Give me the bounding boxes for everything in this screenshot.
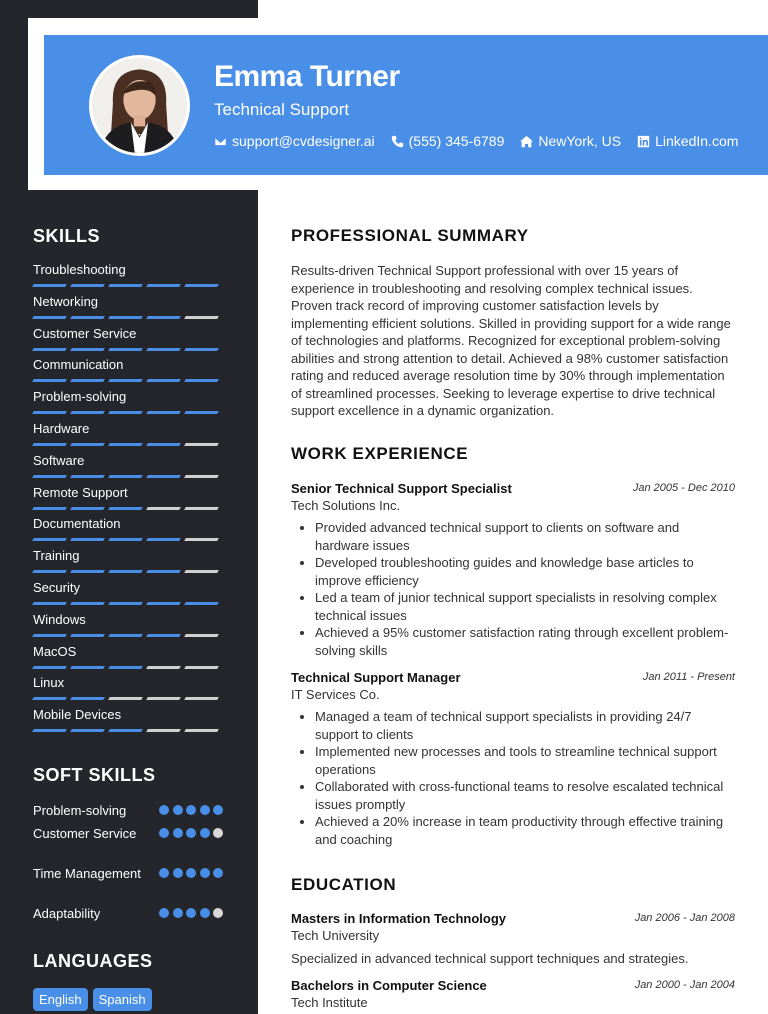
language-tag: Spanish <box>93 988 152 1011</box>
skill-level-segment <box>184 602 219 605</box>
job-bullet: • Implemented new processes and tools to streamline technical support operations <box>315 743 735 778</box>
soft-skills-heading: SOFT SKILLS <box>33 765 156 785</box>
skill-level-segment <box>108 284 143 287</box>
skill-item <box>33 389 223 421</box>
skill-level-segment <box>70 443 105 446</box>
skill-level-segment <box>146 666 181 669</box>
skill-level-segment <box>146 348 181 351</box>
skill-level-segment <box>108 570 143 573</box>
skill-level-segment <box>70 570 105 573</box>
skill-name: Networking <box>33 293 99 309</box>
soft-skill-item <box>33 865 223 882</box>
skill-level-segment <box>146 475 181 478</box>
skill-level-segment <box>70 411 105 414</box>
language-tag: English <box>33 988 88 1011</box>
skill-level-segment <box>184 284 219 287</box>
skill-level-segment <box>32 634 67 637</box>
rating-dot <box>200 805 210 815</box>
skill-level-segment <box>184 411 219 414</box>
skill-level-segment <box>108 666 143 669</box>
skill-level-segment <box>70 666 105 669</box>
skill-level-segment <box>70 602 105 605</box>
education-dates: Jan 2006 - Jan 2008 <box>634 912 735 924</box>
education-dates: Jan 2000 - Jan 2004 <box>634 979 735 991</box>
soft-skill-name: Problem-solving <box>33 803 127 818</box>
skill-item <box>33 326 223 358</box>
skill-level-segment <box>146 570 181 573</box>
summary-heading: PROFESSIONAL SUMMARY <box>291 226 529 245</box>
job-bullet: • Led a team of junior technical support specialists in resolving complex technical issues <box>315 589 735 624</box>
skill-name: Security <box>33 579 80 595</box>
skill-level-segment <box>32 348 67 351</box>
skill-level-segment <box>146 411 181 414</box>
languages-heading: LANGUAGES <box>33 951 153 971</box>
skill-level-segment <box>184 729 219 732</box>
skill-name: Software <box>33 452 85 468</box>
summary-text: Results-driven Technical Support professional with over 15 years of experience in troubleshooting and resolving complex technical issues. Proven track record of improving customer satisfaction levels by implementing efficient solutions. Skilled in providing support for a wide range of technologies and platforms. Recognized for exceptional problem-solving abilities and strong attention to detail. Achieved a 98% customer satisfaction rating and reduced average resolution time by 30% through implementation of streamlined processes. Seeking to leverage expertise to drive technical support excellence in a dynamic organization. <box>291 263 731 418</box>
profile-photo <box>92 58 187 153</box>
candidate-title: Technical Support <box>214 100 350 119</box>
skill-level-bar <box>33 284 223 287</box>
skill-level-segment <box>184 538 219 541</box>
skill-item <box>33 612 223 644</box>
email-text: support@cvdesigner.ai <box>232 133 375 149</box>
contact-phone[interactable] <box>391 133 505 149</box>
soft-skill-rating <box>159 805 223 819</box>
skill-level-segment <box>184 316 219 319</box>
skill-level-segment <box>108 411 143 414</box>
rating-dot <box>213 828 223 838</box>
skill-level-bar <box>33 634 223 637</box>
contact-email[interactable] <box>214 133 375 149</box>
skill-level-segment <box>184 634 219 637</box>
skill-level-segment <box>184 475 219 478</box>
skill-level-segment <box>184 348 219 351</box>
skill-level-segment <box>70 697 105 700</box>
skill-level-segment <box>32 507 67 510</box>
skill-level-segment <box>108 697 143 700</box>
skill-level-segment <box>146 729 181 732</box>
soft-skill-rating <box>159 828 223 842</box>
degree-title: Masters in Information Technology <box>291 911 507 926</box>
skill-level-segment <box>32 316 67 319</box>
school-name: Tech University <box>291 928 380 943</box>
skill-level-segment <box>146 284 181 287</box>
rating-dot <box>186 868 196 878</box>
skill-level-segment <box>146 443 181 446</box>
education-description: Specialized in advanced technical support techniques and strategies. <box>291 951 689 966</box>
skill-level-segment <box>108 602 143 605</box>
skill-level-segment <box>70 316 105 319</box>
skill-name: Problem-solving <box>33 389 127 405</box>
contact-linkedin[interactable] <box>637 133 738 149</box>
skill-name: Documentation <box>33 516 121 532</box>
skill-level-segment <box>146 379 181 382</box>
skill-level-segment <box>32 729 67 732</box>
candidate-name: Emma Turner <box>214 60 400 93</box>
skill-name: MacOS <box>33 643 77 659</box>
skill-name: Remote Support <box>33 484 128 500</box>
skill-level-bar <box>33 348 223 351</box>
skill-level-segment <box>70 729 105 732</box>
rating-dot <box>186 828 196 838</box>
skill-name: Windows <box>33 611 86 627</box>
skill-item <box>33 516 223 548</box>
skill-level-segment <box>108 538 143 541</box>
linkedin-icon <box>637 135 650 148</box>
rating-dot <box>213 868 223 878</box>
skill-level-segment <box>32 379 67 382</box>
skill-level-segment <box>108 348 143 351</box>
soft-skill-item <box>33 905 223 922</box>
skill-level-segment <box>32 284 67 287</box>
skill-level-bar <box>33 411 223 414</box>
skill-item <box>33 485 223 517</box>
rating-dot <box>173 868 183 878</box>
skills-heading: SKILLS <box>33 226 101 246</box>
soft-skill-rating <box>159 868 223 882</box>
skill-level-bar <box>33 602 223 605</box>
job-bullet: • Provided advanced technical support to clients on software and hardware issues <box>315 519 735 554</box>
job-bullets <box>315 519 735 659</box>
rating-dot <box>173 908 183 918</box>
skill-level-segment <box>184 697 219 700</box>
skills-list <box>33 262 223 739</box>
soft-skill-rating <box>159 908 223 922</box>
rating-dot <box>173 828 183 838</box>
job-company: Tech Solutions Inc. <box>291 498 401 513</box>
rating-dot <box>213 805 223 815</box>
skill-level-segment <box>146 538 181 541</box>
phone-text: (555) 345-6789 <box>408 133 505 149</box>
soft-skill-name: Customer Service <box>33 826 137 841</box>
job-bullet: • Achieved a 95% customer satisfaction rating through excellent problem-solving skills <box>315 624 735 659</box>
skill-level-bar <box>33 729 223 732</box>
job-bullet: • Managed a team of technical support specialists in providing 24/7 support to clients <box>315 708 735 743</box>
job-bullet: • Collaborated with cross-functional teams to resolve escalated technical issues promptly <box>315 778 735 813</box>
skill-level-bar <box>33 570 223 573</box>
skill-level-bar <box>33 507 223 510</box>
skill-level-segment <box>184 379 219 382</box>
skill-level-segment <box>70 538 105 541</box>
work-heading: WORK EXPERIENCE <box>291 444 469 463</box>
job-bullet: • Achieved a 20% increase in team productivity through effective training and coaching <box>315 813 735 848</box>
skill-level-segment <box>70 379 105 382</box>
skill-level-segment <box>184 507 219 510</box>
skill-item <box>33 675 223 707</box>
skill-level-segment <box>146 697 181 700</box>
degree-title: Bachelors in Computer Science <box>291 978 487 993</box>
skill-level-segment <box>108 507 143 510</box>
skill-item <box>33 421 223 453</box>
skill-level-segment <box>108 379 143 382</box>
job-title: Technical Support Manager <box>291 670 461 685</box>
job-bullet: • Developed troubleshooting guides and knowledge base articles to improve efficiency <box>315 554 735 589</box>
school-name: Tech Institute <box>291 995 368 1010</box>
skill-level-segment <box>32 538 67 541</box>
skill-name: Troubleshooting <box>33 262 126 277</box>
job-bullets <box>315 708 735 848</box>
skill-item <box>33 357 223 389</box>
skill-level-segment <box>184 570 219 573</box>
rating-dot <box>159 805 169 815</box>
skill-level-bar <box>33 697 223 700</box>
skill-level-segment <box>32 666 67 669</box>
education-entry <box>291 978 735 1010</box>
soft-skill-name: Adaptability <box>33 906 101 921</box>
education-entry <box>291 911 735 966</box>
skill-item <box>33 548 223 580</box>
skill-level-segment <box>32 697 67 700</box>
skill-item <box>33 294 223 326</box>
skill-level-segment <box>184 443 219 446</box>
skill-level-segment <box>32 411 67 414</box>
languages-list <box>33 988 152 1011</box>
skill-item <box>33 262 223 294</box>
skill-level-segment <box>32 570 67 573</box>
skill-level-bar <box>33 538 223 541</box>
skill-level-bar <box>33 666 223 669</box>
job-dates: Jan 2011 - Present <box>642 671 735 683</box>
rating-dot <box>200 908 210 918</box>
contact-location <box>520 133 621 149</box>
skill-level-segment <box>32 443 67 446</box>
rating-dot <box>173 805 183 815</box>
rating-dot <box>159 828 169 838</box>
education-heading: EDUCATION <box>291 875 397 894</box>
soft-skill-item <box>33 825 223 842</box>
job-entry <box>291 481 735 659</box>
skill-level-segment <box>146 507 181 510</box>
skill-level-segment <box>70 284 105 287</box>
contact-row <box>214 133 738 149</box>
skill-level-bar <box>33 316 223 319</box>
location-text: NewYork, US <box>538 133 622 149</box>
skill-level-bar <box>33 379 223 382</box>
skill-level-bar <box>33 475 223 478</box>
job-entry <box>291 670 735 848</box>
skill-name: Linux <box>33 675 65 691</box>
job-company: IT Services Co. <box>291 687 380 702</box>
rating-dot <box>213 908 223 918</box>
phone-icon <box>391 135 404 148</box>
skill-level-segment <box>70 348 105 351</box>
rating-dot <box>186 805 196 815</box>
skill-item <box>33 580 223 612</box>
skill-name: Mobile Devices <box>33 707 122 723</box>
skill-item <box>33 644 223 676</box>
soft-skill-item <box>33 802 223 819</box>
skill-level-segment <box>108 729 143 732</box>
rating-dot <box>159 908 169 918</box>
linkedin-text: LinkedIn.com <box>655 133 739 149</box>
skill-item <box>33 707 223 739</box>
skill-level-segment <box>146 316 181 319</box>
job-title: Senior Technical Support Specialist <box>291 481 512 496</box>
rating-dot <box>200 828 210 838</box>
home-icon <box>520 135 533 148</box>
rating-dot <box>200 868 210 878</box>
skill-level-segment <box>70 507 105 510</box>
avatar <box>89 55 190 156</box>
skill-level-segment <box>146 634 181 637</box>
skill-level-bar <box>33 443 223 446</box>
skill-name: Hardware <box>33 420 90 436</box>
skill-name: Customer Service <box>33 325 137 341</box>
rating-dot <box>159 868 169 878</box>
skill-level-segment <box>108 634 143 637</box>
skill-level-segment <box>108 475 143 478</box>
skill-level-segment <box>32 475 67 478</box>
skill-item <box>33 453 223 485</box>
skill-level-segment <box>32 602 67 605</box>
skill-name: Communication <box>33 357 124 373</box>
skill-name: Training <box>33 548 80 564</box>
rating-dot <box>186 908 196 918</box>
soft-skill-name: Time Management <box>33 866 141 881</box>
envelope-icon <box>214 135 227 148</box>
job-dates: Jan 2005 - Dec 2010 <box>632 482 735 494</box>
skill-level-segment <box>70 634 105 637</box>
skill-level-segment <box>70 475 105 478</box>
skill-level-segment <box>108 443 143 446</box>
skill-level-segment <box>184 666 219 669</box>
skill-level-segment <box>146 602 181 605</box>
skill-level-segment <box>108 316 143 319</box>
